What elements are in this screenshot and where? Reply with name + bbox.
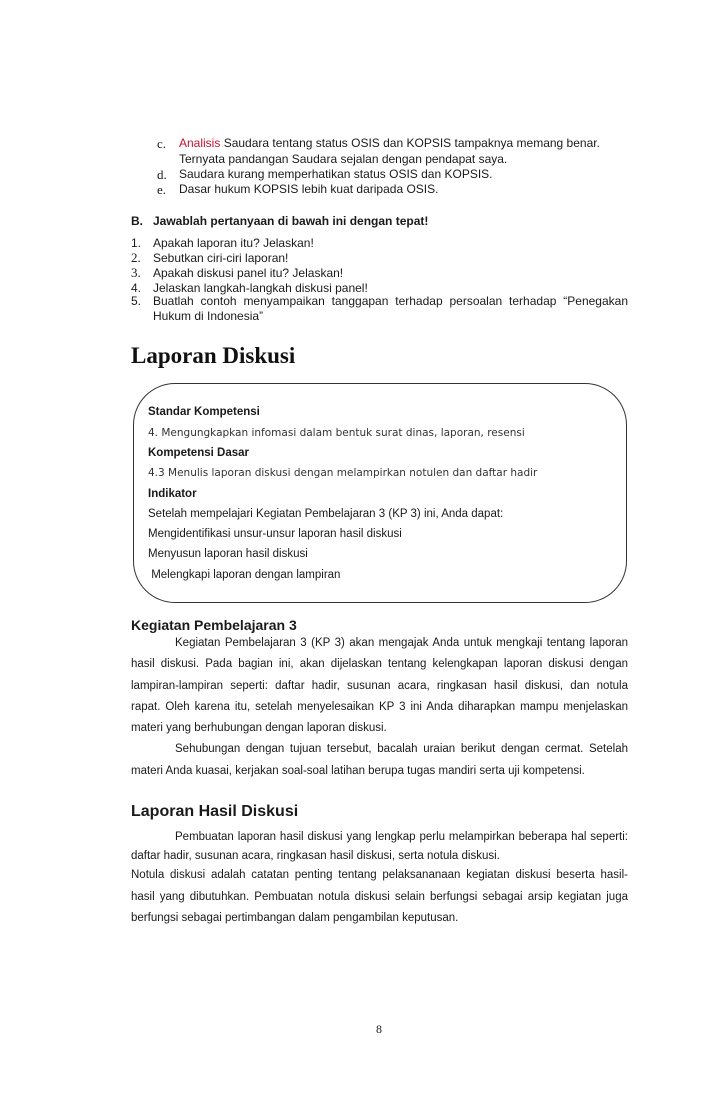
option-text: Saudara tentang status OSIS dan KOPSIS tampaknya memang benar. [220,136,600,150]
question-5: 5. Buatlah contoh menyampaikan tanggapan terhadap persoalan terhadap “Penegakan Hukum di Indonesia” [131,294,628,323]
section-b-label: B. [131,214,143,228]
option-marker: c. [157,136,167,151]
indikator-item: Mengidentifikasi unsur-unsur laporan hasil diskusi [148,528,402,540]
option-c [157,136,627,166]
laporan-paragraph: Pembuatan laporan hasil diskusi yang lengkap perlu melampirkan beberapa hal seperti: daftar hadir, susunan acara, ringkasan hasil diskusi, serta notula diskusi. Notula diskusi adalah catatan penting tentang pelaksananaan kegiatan diskusi beserta hasil- hasil yang dibutuhkan. Pembuatan notula diskusi selain berfungsi sebagai arsip kegiatan juga berfungsi sebagai pertimbangan dalam pengambilan keputusan. [131,831,628,924]
option-d [157,167,627,182]
indikator-intro: Setelah mempelajari Kegiatan Pembelajaran 3 (KP 3) ini, Anda dapat: [148,508,504,520]
laporan-heading: Laporan Hasil Diskusi [131,803,299,820]
kegiatan-paragraph: Kegiatan Pembelajaran 3 (KP 3) akan mengajak Anda untuk mengkaji tentang laporan hasil diskusi. Pada bagian ini, akan dijelaskan tentang kelengkapan laporan diskusi dengan lampiran-lampiran seperti: daftar hadir, susunan acara, ringkasan hasil diskusi, dan notula rapat. Oleh karena itu, setelah menyelesaikan KP 3 ini Anda diharapkan mampu menjelaskan materi yang berhubungan dengan laporan diskusi. Sehubungan dengan tujuan tersebut, bacalah uraian berikut dengan cermat. Setelah materi Anda kuasai, kerjakan soal-soal latihan berupa tugas mandiri serta uji kompetensi. [131,637,628,777]
section-b-heading [131,214,631,230]
option-text-continued: Ternyata pandangan Saudara sejalan dengan pendapat saya. [179,152,508,166]
analisis-highlight: Analisis [179,136,221,150]
question-1: 1. Apakah laporan itu? Jelaskan! [131,236,314,250]
option-e [157,182,627,197]
section-b-title: Jawablah pertanyaan di bawah ini dengan tepat! [153,214,429,228]
question-3: 3. Apakah diskusi panel itu? Jelaskan! [131,265,344,280]
standar-kompetensi-label: Standar Kompetensi [148,406,260,418]
option-text: Dasar hukum KOPSIS lebih kuat daripada OSIS. [179,182,439,196]
option-marker: e. [157,182,167,197]
question-2: 2. Sebutkan ciri-ciri laporan! [131,250,289,265]
indikator-item: Melengkapi laporan dengan lampiran [148,569,341,581]
indikator-label: Indikator [148,488,197,500]
standar-kompetensi-text: 4. Mengungkapkan infomasi dalam bentuk surat dinas, laporan, resensi [148,427,525,439]
option-text: Saudara kurang memperhatikan status OSIS dan KOPSIS. [179,167,493,181]
kompetensi-dasar-label: Kompetensi Dasar [148,447,249,459]
page-number: 8 [376,1022,382,1036]
question-4: 4. Jelaskan langkah-langkah diskusi panel! [131,281,368,295]
indikator-item: Menyusun laporan hasil diskusi [148,548,308,560]
page-title: Laporan Diskusi [131,343,296,368]
option-marker: d. [157,167,167,182]
kegiatan-heading: Kegiatan Pembelajaran 3 [131,617,297,633]
kompetensi-dasar-text: 4.3 Menulis laporan diskusi dengan melampirkan notulen dan daftar hadir [148,467,538,479]
